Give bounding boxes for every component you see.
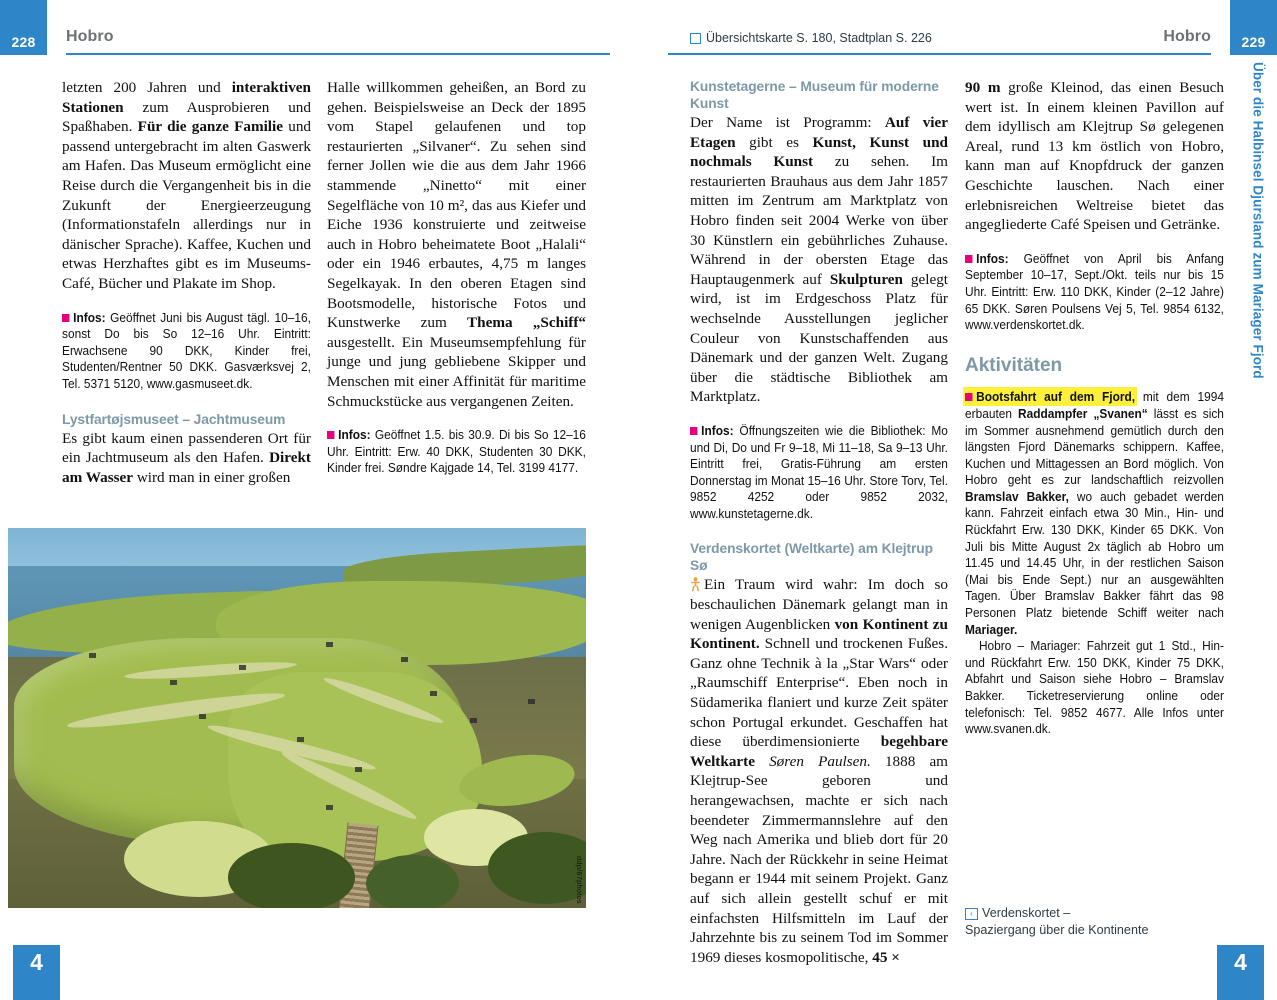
page-left — [0, 0, 638, 1000]
text-run: lässt es sich im Sommer ausnehmend gemütlich durch den längsten Fjord Dänemarks schippern. Kaffee, Kuchen und Mittagessen an Bord möglich. Von Hobro geht es zur landschaftlich reizvollen — [965, 405, 1224, 488]
text-run: gibt es — [735, 133, 813, 151]
photo-credit: ddp/67photos — [575, 856, 584, 904]
text-run: wird man in einer großen — [133, 468, 291, 486]
photo-marker — [239, 665, 246, 670]
caption-arrow-icon: ‹ — [965, 908, 978, 920]
text-bold: interaktiven Stationen — [62, 79, 311, 116]
infos-text: Öffnungszeiten wie die Bibliothek: Mo und Di, Do und Fr 9–18, Mi 11–18, Sa 9–13 Uhr. Eintritt frei, Gratis-Führung am ersten Donnerstag im Monat 15–16 Uhr. Store Torv, Tel. 9852 4252 oder 9852 2032, www.kunstetagerne.dk. — [690, 422, 948, 521]
text-bold: Thema „Schiff“ — [467, 314, 586, 332]
text-run: Ein Traum wird wahr: Im doch so beschaulichen Dänemark gelangt man in wenigen Augenblicken — [690, 576, 948, 633]
infos-box-kunstetagerne — [690, 423, 948, 523]
page-number-right-label: 229 — [1241, 34, 1266, 50]
text-bold: 90 m — [965, 79, 1001, 96]
header-rule-right — [668, 53, 1211, 55]
paragraph-verdenskortet-cont — [965, 78, 1224, 235]
page-number-left-label: 228 — [11, 34, 36, 50]
chapter-side-tab-label: Über die Halbinsel Djursland zum Mariager Fjord — [1250, 62, 1266, 379]
column-1 — [62, 78, 311, 487]
text-bold: Raddampfer „Svanen“ — [1017, 405, 1148, 421]
chapter-number-left: 4 — [30, 949, 43, 975]
running-head-right: Hobro — [1163, 28, 1211, 45]
text-bold: Bramslav Bakker, — [965, 488, 1069, 504]
photo-caption — [965, 905, 1230, 939]
text-run: Es gibt kaum einen passenderen Ort für ein Jachtmuseum als den Hafen. — [62, 429, 311, 467]
header-rule-left — [66, 53, 610, 55]
text-bold: von Kontinent zu Kontinent. — [690, 615, 948, 653]
text-run: große Kleinod, das einen Besuch wert ist. In einem kleinen Pavillon auf dem idyllisch am Klejtrup Sø gelegenen Areal, rund 13 km östlich von Hobro, kann man auf Knopfdruck der ganzen Geschichte lauschen. Nach einer erlebnisreichen Weltreise bietet das angegliederte Café Speisen und Getränke. — [965, 79, 1224, 234]
text-run: wo auch gebadet werden kann. Fahrzeit einfach etwa 30 Min., Hin- und Rückfahrt Erw. 130 DKK, Kinder 65 DKK. Von Juli bis Mitte August 2x täglich ab Hobro um 11.45 und 14.45 Uhr, in der restlichen Saison (Mai bis Ende Sept.) nur an ausgewählten Tagen. Über Bramslav Bakker fährt das 98 Personen Platz bietende Schiff weiter nach — [965, 488, 1224, 621]
column-3 — [690, 78, 948, 967]
infos-text: Geöffnet von April bis Anfang September 10–17, Sept./Okt. teils nur bis 15 Uhr. Eintritt: Erw. 110 DKK, Kinder (2–12 Jahre) 65 DKK. Søren Poulsens Vej 5, Tel. 9854 6132, www.verdenskortet.dk. — [965, 250, 1224, 333]
text-run: und passend untergebracht im alten Gaswerk am Hafen. Das Museum ermöglicht eine Reise durch die Vergangenheit bis in die Zukunft der Energieerzeugung (Informationstafeln allerdings nur in dänischer Sprache). Kaffee, Kuchen und etwas Herzhaftes gibt es im Museums-Café, Bücher und Plakate im Shop. — [62, 118, 312, 292]
text-run: mit dem 1994 erbauten — [965, 389, 1224, 421]
square-bullet-icon — [965, 393, 972, 401]
caption-line-1: Verdenskortet – — [982, 906, 1071, 920]
photo-marker — [528, 699, 535, 704]
section-heading-kunstetagerne: Kunstetagerne – Museum für moderne Kunst — [690, 79, 939, 111]
photo-marker — [355, 767, 362, 772]
page-number-left — [0, 0, 47, 55]
infos-box-jachtmuseum — [327, 427, 586, 477]
photo-marker — [326, 805, 333, 810]
text-run: gelegt wird, ist im Erdgeschoss Platz für wechselnde Ausstellungen jeglicher Couleur von Kunstschaffenden aus Dänemark und der ganzen Welt. Zugang über die städtische Bibliothek am Marktplatz. — [690, 270, 949, 406]
text-run: zum Ausprobieren und Spaßhaben. — [62, 98, 311, 136]
infos-box-gasmuseet — [62, 310, 311, 393]
column-4 — [965, 78, 1224, 738]
text-bold: 45 × — [872, 948, 900, 966]
text-bold: Auf vier Etagen — [690, 114, 948, 151]
photo-marker — [297, 737, 304, 742]
paragraph-verdenskortet — [690, 575, 948, 967]
text-bold: Für die ganze Familie — [137, 118, 283, 136]
infos-text: Geöffnet 1.5. bis 30.9. Di bis So 12–16 Uhr. Eintritt: Erw. 40 DKK, Studenten 30 DKK, Kinder frei. Søndre Kajgade 14, Tel. 3199 4177. — [327, 427, 586, 476]
paragraph-gasmuseet — [62, 78, 311, 294]
text-run: zu sehen. Im restaurierten Brauhaus aus dem Jahr 1857 mitten im Zentrum am Marktplatz von Hobro finden seit 2004 Werke von über 30 Künstlern ein gebührliches Zuhause. Während in der obersten Etage das Hauptaugenmerk auf — [690, 153, 948, 288]
map-square-icon — [690, 33, 701, 44]
section-heading-jachtmuseum: Lystfartøjsmuseet – Jachtmuseum — [62, 411, 286, 427]
text-run: ausgestellt. Ein Museumsempfehlung für junge und jung gebliebene Skipper und Menschen mit einer Affinität für maritime Schmuckstücke aus vergangenen Zeiten. — [327, 333, 586, 410]
section-heading-verdenskortet: Verdenskortet (Weltkarte) am Klejtrup Sø — [690, 541, 933, 574]
page-number-right — [1230, 0, 1277, 55]
infos-label: Infos: — [701, 422, 734, 438]
map-reference-note — [690, 31, 932, 45]
square-bullet-icon — [327, 431, 334, 439]
text-bold: Mariager. — [965, 621, 1018, 637]
infos-box-verdenskortet — [965, 251, 1224, 334]
highlighted-lead — [965, 389, 1135, 404]
text-run: 1888 am Klejtrup-See geboren und herangewachsen, machte er sich nach beendeter Zimmermannslehre auf den Weg nach Amerika und blieb dort für 20 Jahre. Nach der Rückkehr in seine Heimat begann er 1944 mit seinem Projekt. Ganz auf sich allein gestellt schuf er mit einfachsten Hilfsmitteln im Lauf der Jahrzehnte bis zu seinem Tod im Sommer 1969 dieses kosmopolitische, — [690, 752, 948, 966]
activity-title: Bootsfahrt auf dem Fjord, — [976, 389, 1136, 405]
infos-text: Geöffnet Juni bis August tägl. 10–16, sonst Do bis So 12–16 Uhr. Eintritt: Erwachsene 90 DKK, Kinder frei, Studenten/Rentner 50 DKK. Gasværksvej 2, Tel. 5371 5120, www.gasmuseet.dk. — [62, 309, 311, 391]
photo-vegetation — [366, 855, 458, 908]
photo-marker — [326, 642, 333, 647]
paragraph-jachtmuseum — [62, 429, 311, 488]
text-italic: Søren Paulsen. — [769, 752, 871, 770]
text-bold: begehbare Weltkarte — [690, 733, 948, 770]
chapter-marker-right — [1217, 945, 1264, 1000]
paragraph-kunstetagerne — [690, 113, 948, 407]
caption-line-2: Spaziergang über die Kontinente — [965, 923, 1149, 937]
activity-block-bootsfahrt — [965, 389, 1224, 737]
square-bullet-icon — [690, 427, 697, 435]
photo-verdenskortet — [8, 528, 586, 908]
photo-vegetation — [228, 843, 355, 908]
text-bold: Skulpturen — [829, 270, 903, 288]
text-bold: Kunst, Kunst und nochmals Kunst — [690, 133, 948, 171]
chapter-side-tab — [1245, 62, 1271, 492]
paragraph-jachtmuseum-cont — [327, 78, 586, 411]
text-run: Der Name ist Programm: — [690, 114, 885, 131]
square-bullet-icon — [62, 314, 69, 322]
photo-marker — [89, 653, 96, 658]
chapter-number-right: 4 — [1234, 949, 1247, 975]
photo-marker — [470, 718, 477, 723]
text-run: Halle willkommen geheißen, an Bord zu gehen. Beispielsweise an Deck der 1895 vom Stapel gelaufenen und top restaurierten „Silvaner“. Zu sehen sind ferner Jollen wie die aus dem Jahr 1966 stammende „Ninetto“ mit einer Segelfläche von 10 m², das aus Kiefer und Eiche 1936 konstruierte und zeitweise auch in Hobro beheimatete Boot „Halali“ oder ein 1946 erbautes, 4,75 m langes Segelkayak. In den oberen Etagen sind Bootsmodelle, historische Fotos und Kunstwerke zum — [327, 79, 586, 332]
square-bullet-icon — [965, 255, 972, 263]
column-2 — [327, 78, 586, 477]
running-head-left: Hobro — [66, 28, 114, 45]
text-run: Schnell und trockenen Fußes. Ganz ohne Technik à la „Star Wars“ oder „Raumschiff Enterprise“. Eben noch in Südamerika flaniert und kurze Zeit später schon Portugal erkundet. Geschaffen hat diese überdimensionierte — [690, 635, 948, 751]
photo-marker — [401, 657, 408, 662]
chapter-marker-left — [13, 945, 60, 1000]
section-heading-aktivitaeten: Aktivitäten — [965, 354, 1063, 376]
infos-label: Infos: — [73, 309, 106, 325]
photo-marker — [170, 680, 177, 685]
activity-paragraph — [965, 389, 1224, 638]
infos-label: Infos: — [338, 427, 371, 443]
photo-marker — [199, 714, 206, 719]
infos-label: Infos: — [976, 250, 1009, 266]
photo-marker — [430, 691, 437, 696]
activity-paragraph-mariager: Hobro – Mariager: Fahrzeit gut 1 Std., Hin- und Rückfahrt Erw. 150 DKK, Kinder 75 DKK, Abfahrt und Saison siehe Hobro – Bramslav Bakker. Ticketreservierung online oder telefonisch: Tel. 9852 4677. Alle Infos unter www.svanen.dk. — [965, 638, 1224, 737]
map-reference-text: Übersichtskarte S. 180, Stadtplan S. 226 — [706, 31, 932, 45]
text-bold: Direkt am Wasser — [62, 449, 311, 486]
text-run: letzten 200 Jahren und — [62, 79, 232, 96]
hiker-icon — [690, 577, 701, 592]
